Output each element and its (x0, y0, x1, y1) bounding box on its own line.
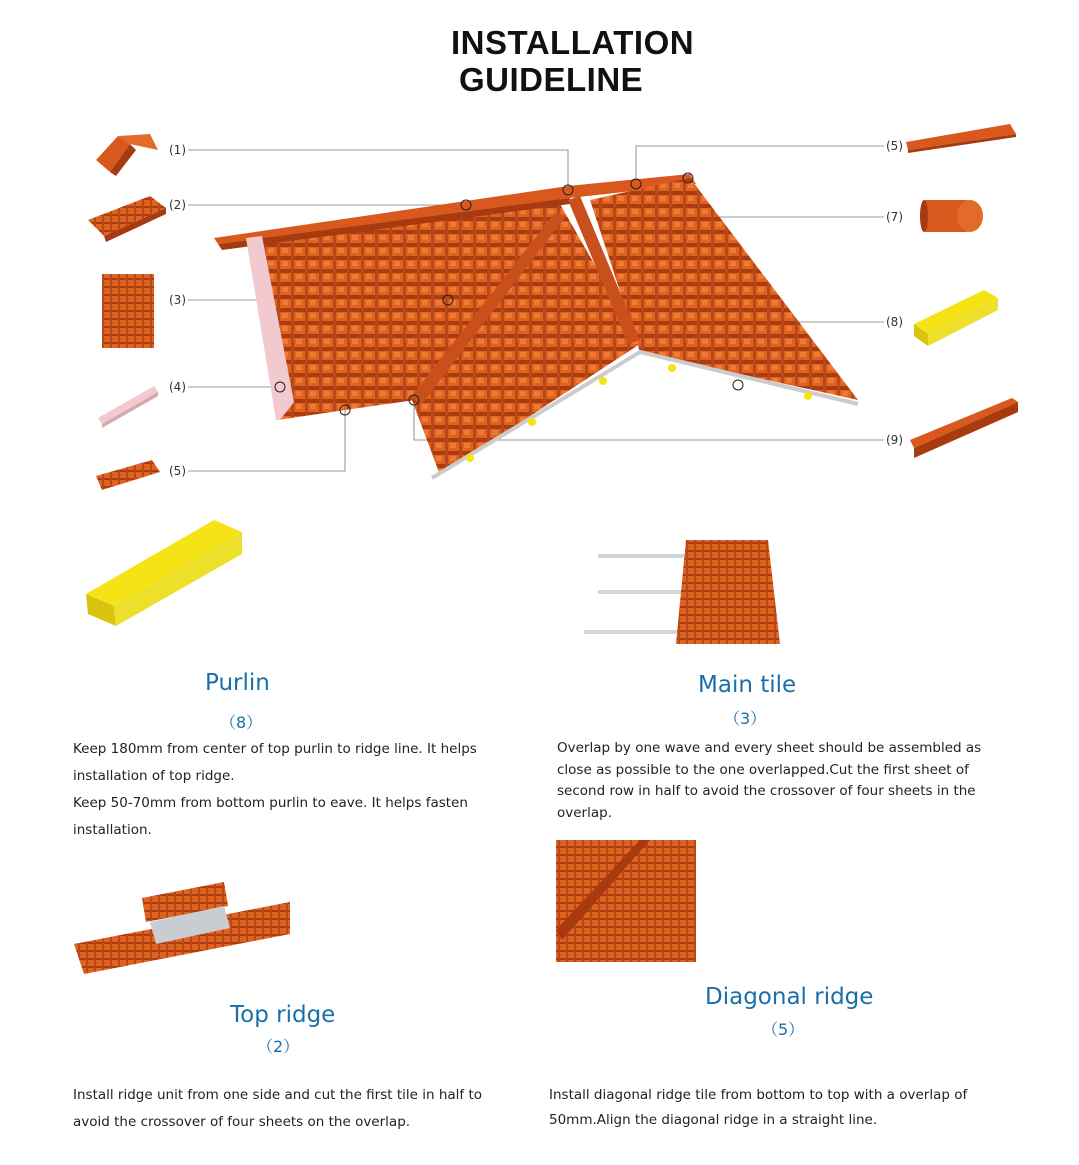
callout-right-8: (8) (886, 315, 903, 329)
top-ridge-number: （2） (257, 1037, 300, 1056)
main-tile-description (557, 738, 1057, 824)
purlin-text-line: installation. (73, 822, 152, 838)
purlin-illustration (86, 520, 242, 626)
ridge-cap-icon (96, 134, 158, 176)
diagonal-ridge-text-line: Install diagonal ridge tile from bottom to top with a overlap of (549, 1087, 968, 1103)
diagonal-ridge-text-line: 50mm.Align the diagonal ridge in a straight line. (549, 1112, 878, 1128)
main-tile-number: （3） (724, 709, 767, 728)
main-tile-icon (102, 274, 154, 348)
callout-left-4: (4) (169, 380, 186, 394)
purlin-description (73, 736, 533, 844)
top-ridge-description (73, 1082, 543, 1136)
eave-flashing-icon (910, 398, 1018, 458)
callout-left-1: (1) (169, 143, 186, 157)
callout-left-5: (5) (169, 464, 186, 478)
purlin-number: （8） (220, 713, 263, 732)
top-ridge-title: Top ridge (230, 1002, 336, 1028)
callout-left-2: (2) (169, 198, 186, 212)
ridge-end-icon (906, 124, 1016, 153)
purlin-title: Purlin (205, 670, 270, 696)
main-tile-text-line: second row in half to avoid the crossover of four sheets in the (557, 783, 976, 799)
fascia-board-icon (98, 386, 158, 428)
page-title-line2: GUIDELINE (459, 61, 644, 98)
top-ridge-text-line: avoid the crossover of four sheets on the overlap. (73, 1114, 411, 1130)
purlin-text-line: Keep 50-70mm from bottom purlin to eave. It helps fasten (73, 795, 468, 811)
purlin-text-line: installation of top ridge. (73, 768, 235, 784)
main-tile-text-line: close as possible to the one overlapped.Cut the first sheet of (557, 761, 969, 778)
callout-right-5: (5) (886, 139, 903, 153)
purlin-text-line: Keep 180mm from center of top purlin to ridge line. It helps (73, 741, 477, 757)
main-tile-illustration (584, 540, 780, 644)
page-title-line1: INSTALLATION (451, 24, 695, 61)
purlin-small-icon (914, 290, 998, 346)
main-tile-text-line: Overlap by one wave and every sheet should be assembled as (557, 740, 982, 756)
roof-illustration (214, 173, 858, 478)
diagonal-ridge-icon (96, 460, 160, 490)
top-ridge-text-line: Install ridge unit from one side and cut the first tile in half to (73, 1087, 483, 1103)
main-tile-text-line: overlap. (557, 804, 612, 821)
callout-right-7: (7) (886, 210, 903, 224)
top-ridge-icon (88, 196, 166, 242)
top-ridge-illustration (74, 882, 290, 974)
main-tile-title: Main tile (698, 672, 797, 698)
diagonal-ridge-description (549, 1083, 1039, 1133)
callout-right-9: (9) (886, 433, 903, 447)
callout-left-3: (3) (169, 293, 186, 307)
diagonal-ridge-number: （5） (762, 1020, 805, 1039)
diagonal-ridge-illustration (556, 840, 696, 962)
ridge-end-cap-icon (920, 200, 983, 232)
diagonal-ridge-title: Diagonal ridge (705, 984, 874, 1010)
